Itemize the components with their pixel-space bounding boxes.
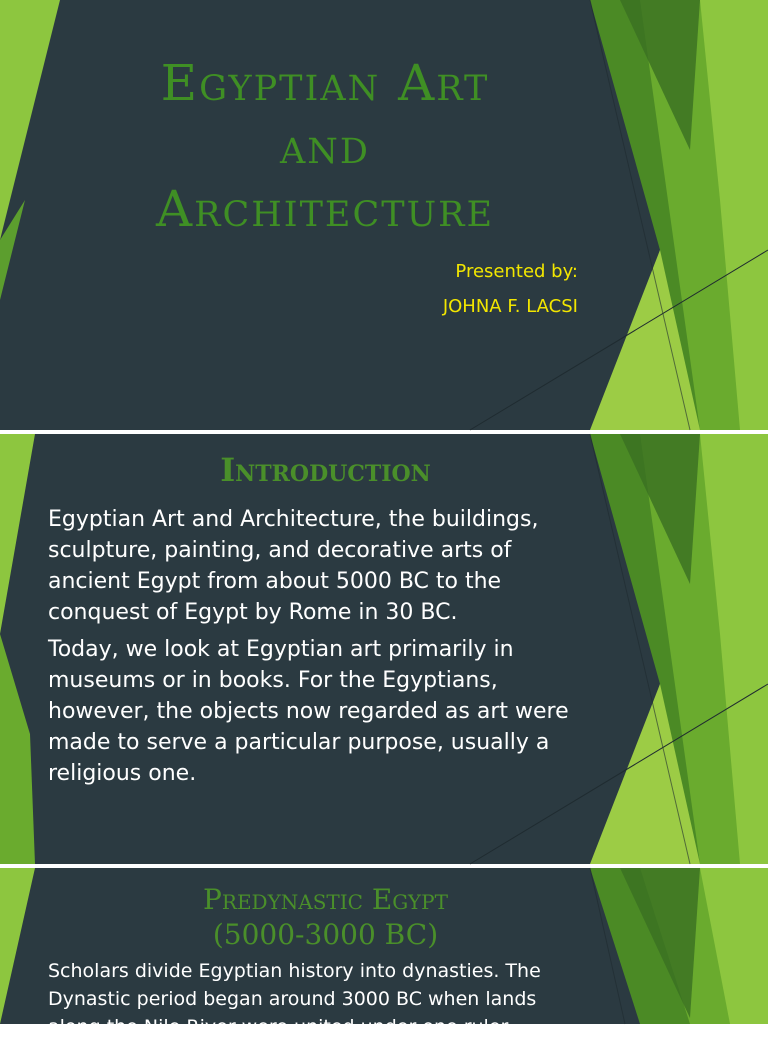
- slide-introduction: [0, 434, 768, 864]
- title-line: Egyptian Art: [160, 54, 490, 112]
- slide-predynastic: [0, 868, 768, 1038]
- heading-line: (5000-3000 BC): [212, 918, 439, 951]
- slide-heading: Introduction: [220, 451, 431, 489]
- body-paragraph: Egyptian Art and Architecture, the buildings, sculpture, painting, and decorative arts of ancient Egypt from about 5000 BC to the conquest of Egypt by Rome in 30 BC.: [48, 507, 539, 625]
- body-paragraph: Scholars divide Egyptian history into dynasties. The Dynastic period began around 3000 BC when lands along the Nile River were united under one ruler.: [48, 960, 541, 1038]
- slide-heading: [48, 882, 603, 952]
- presenter-name: JOHNA F. LACSI: [442, 296, 578, 317]
- title-line: and: [280, 117, 370, 175]
- title-line: Architecture: [155, 180, 494, 238]
- presented-by-label: Presented by:: [455, 261, 578, 282]
- presentation-title: [95, 52, 555, 241]
- heading-line: Predynastic Egypt: [203, 883, 448, 916]
- slide-title: [0, 0, 768, 430]
- body-paragraph: Today, we look at Egyptian art primarily in museums or in books. For the Egyptians, however, the objects now regarded as art were made to serve a particular purpose, usually a religious one.: [48, 637, 569, 786]
